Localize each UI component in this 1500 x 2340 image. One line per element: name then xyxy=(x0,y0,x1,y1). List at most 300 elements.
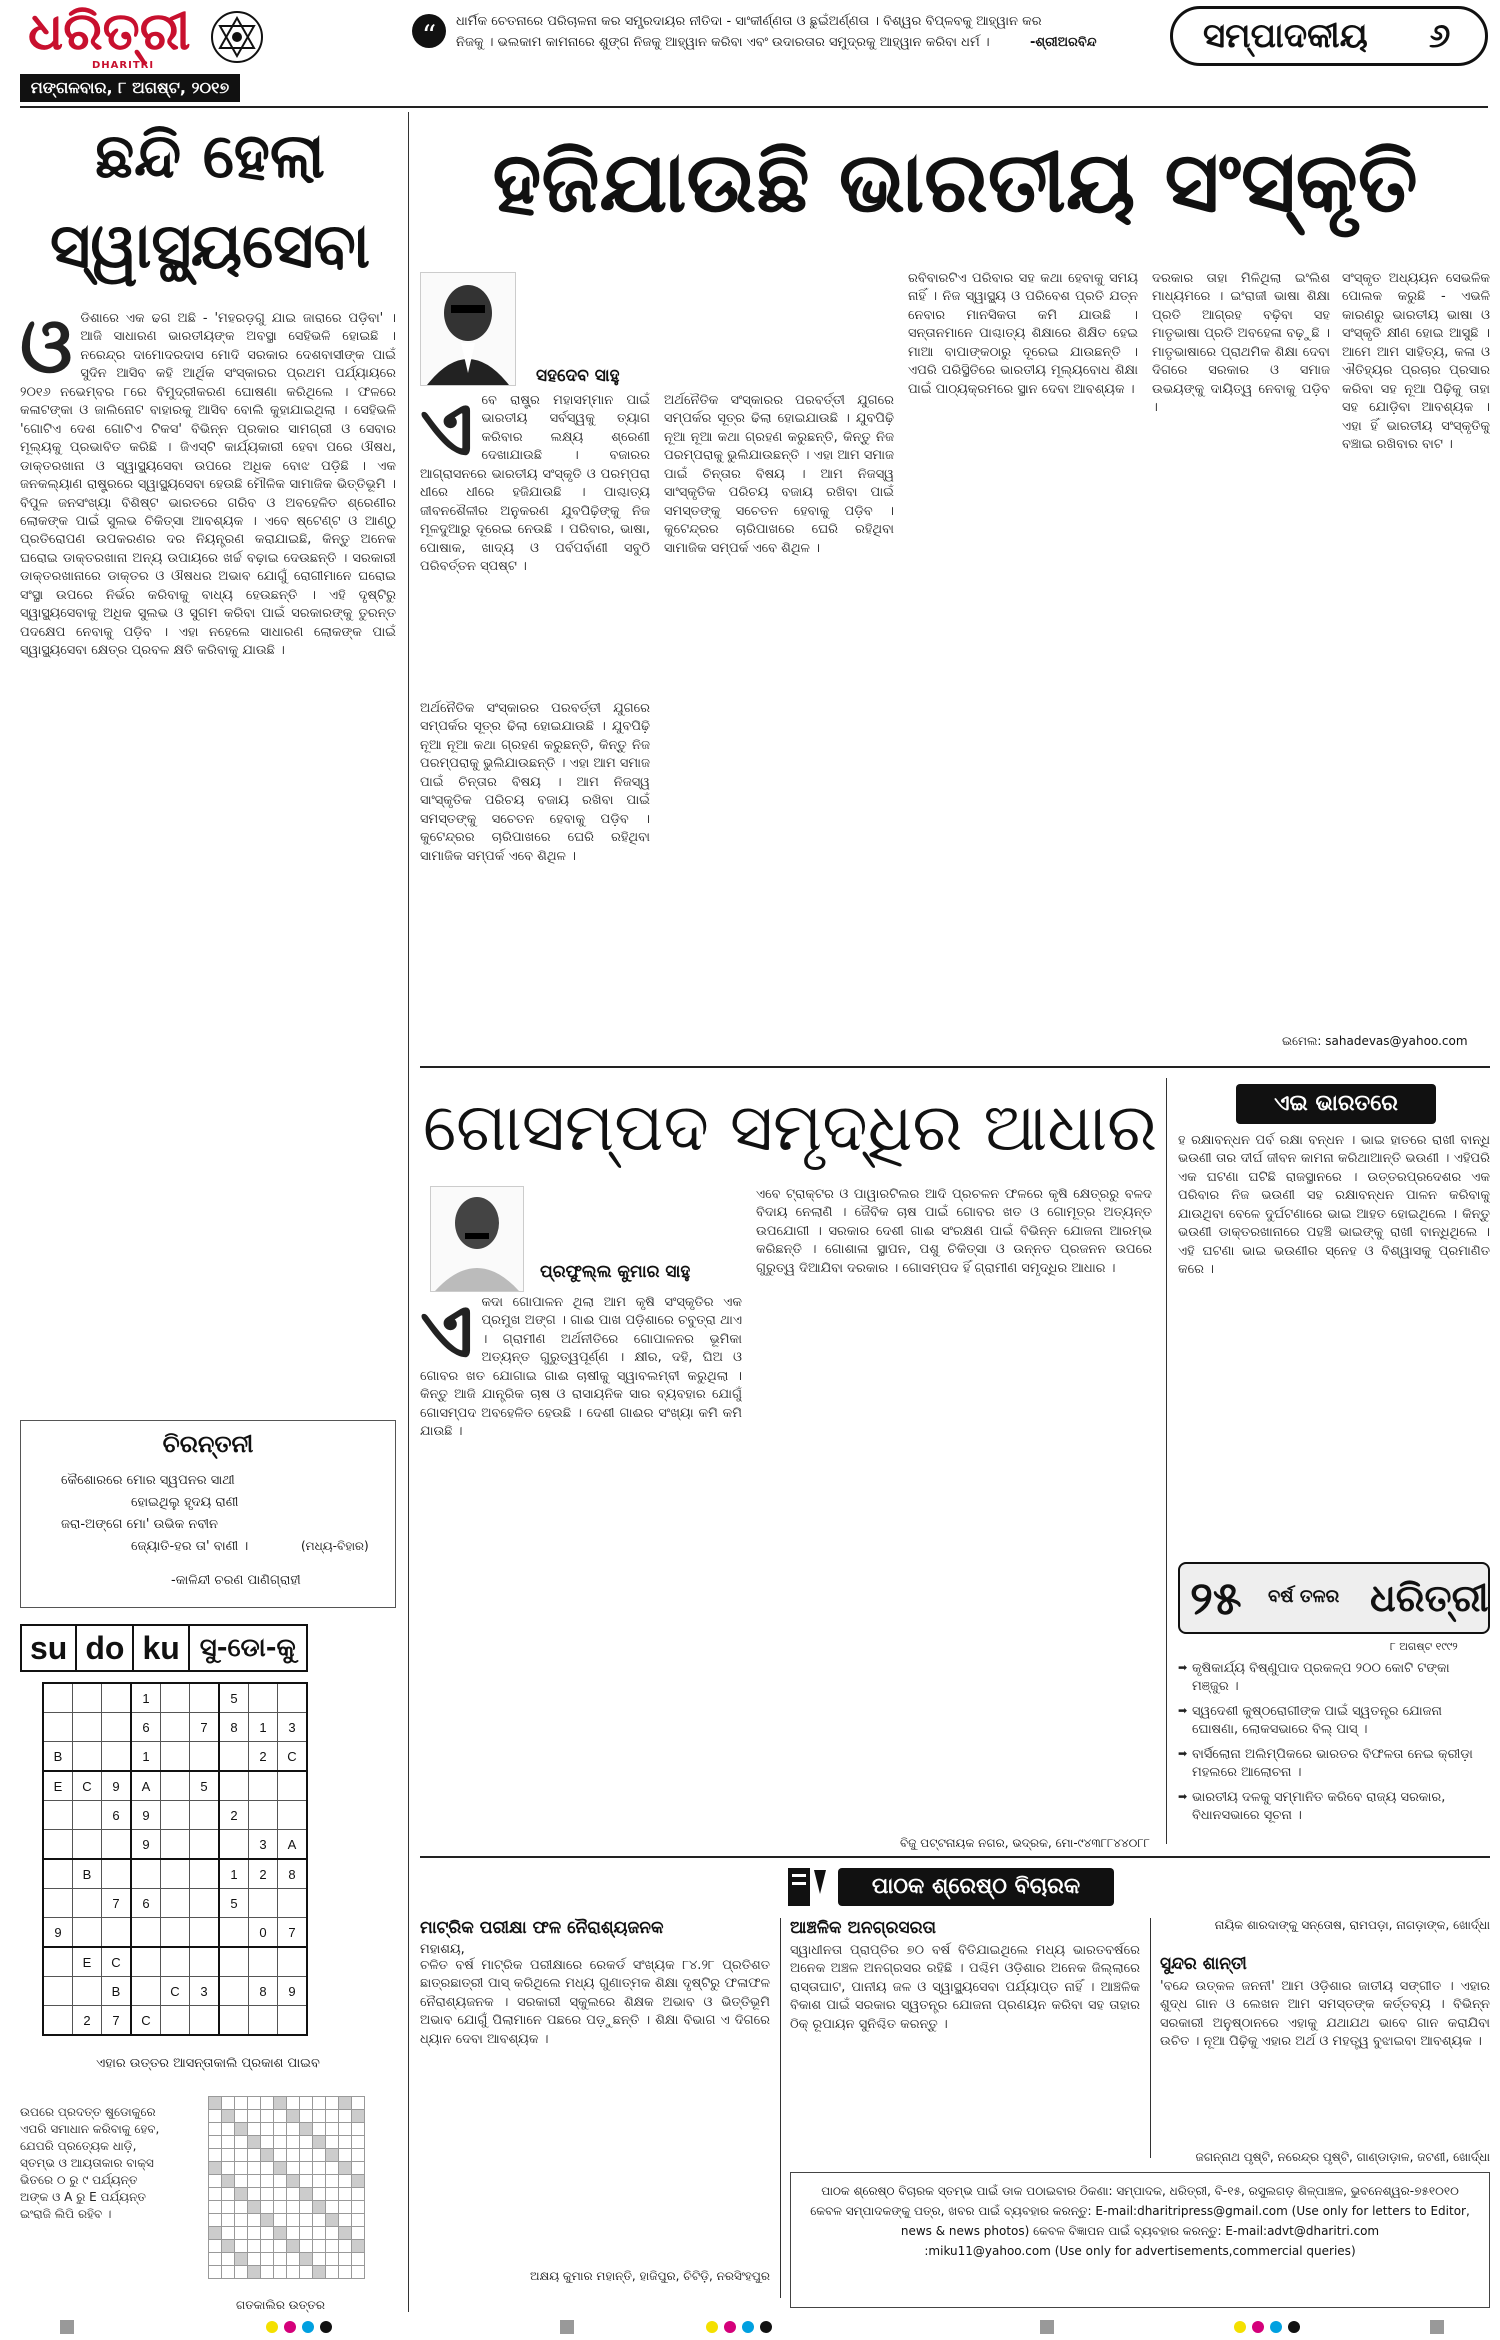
sudoku-row xyxy=(43,1742,307,1772)
answer-cell xyxy=(287,2110,300,2123)
answer-cell xyxy=(235,2162,248,2175)
answer-cell xyxy=(287,2266,300,2279)
answer-cell xyxy=(235,2188,248,2201)
sudoku-cell[interactable]: 1 xyxy=(219,1859,249,1889)
second-dropcap: ଏ xyxy=(420,1294,474,1374)
sudoku-cell[interactable] xyxy=(190,1742,220,1772)
sudoku-row xyxy=(43,1771,307,1801)
sudoku-cell[interactable] xyxy=(219,1918,249,1948)
sudoku-cell[interactable] xyxy=(190,1889,220,1918)
sudoku-cell[interactable]: 9 xyxy=(278,1977,308,2006)
pen-icon xyxy=(784,1864,830,1910)
sudoku-cell[interactable] xyxy=(161,1859,190,1889)
answer-cell xyxy=(300,2149,313,2162)
sudoku-cell[interactable] xyxy=(102,1859,132,1889)
sudoku-cell[interactable] xyxy=(102,1683,132,1713)
second-col-1-text: କଦା ଗୋପାଳନ ଥିଲା ଆମ କୃଷି ସଂସ୍କୃତିର ଏକ ପ୍ରମୁଖ ଅଙ୍ଗ । ଗାଈ ପାଖ ପଡ଼ିଶାରେ ଚବୁତ୍ରା ଥାଏ । ଗ୍ରାମୀଣ ଅର୍ଥନୀତିରେ ଗୋପାଳନର ଭୂମିକା ଅତ୍ୟନ୍ତ ଗୁରୁତ୍ୱପୂର୍ଣ୍ଣ । କ୍ଷୀର, ଦହି, ଘିଅ ଓ ଗୋବର ଖତ ଯୋଗାଇ ଗାଈ ଚାଷୀକୁ ସ୍ୱାବଲମ୍ବୀ କରୁଥିଲା । କିନ୍ତୁ ଆଜି ଯାନ୍ତ୍ରିକ ଚାଷ ଓ ରାସାୟନିକ ସାର ବ୍ୟବହାର ଯୋଗୁଁ ଗୋସମ୍ପଦ ଅବହେଳିତ ହେଉଛି । ଦେଶୀ ଗାଈର ସଂଖ୍ୟା କମି କମି ଯାଉଛି । xyxy=(420,1295,742,1440)
answer-cell xyxy=(300,2227,313,2240)
sudoku-cell[interactable] xyxy=(43,1859,73,1889)
answer-cell xyxy=(326,2188,339,2201)
answer-cell xyxy=(300,2253,313,2266)
sudoku-cell[interactable]: 2 xyxy=(219,1801,249,1830)
answer-cell xyxy=(326,2136,339,2149)
sudoku-cell[interactable] xyxy=(161,1918,190,1948)
answer-cell xyxy=(261,2162,274,2175)
answer-cell xyxy=(300,2214,313,2227)
chirantani-title: ଚିରନ୍ତନୀ xyxy=(162,1429,254,1458)
sudoku-cell[interactable]: 5 xyxy=(219,1889,249,1918)
sudoku-cell[interactable] xyxy=(102,1830,132,1860)
sudoku-cell[interactable]: C xyxy=(278,1742,308,1772)
answer-cell xyxy=(209,2123,222,2136)
sudoku-cell[interactable] xyxy=(43,1947,73,1977)
answer-cell xyxy=(274,2110,287,2123)
answer-cell xyxy=(222,2149,235,2162)
left-article-body xyxy=(20,310,396,1420)
sudoku-cell[interactable]: 6 xyxy=(131,1889,161,1918)
answer-cell xyxy=(339,2162,352,2175)
answer-cell xyxy=(313,2227,326,2240)
answer-cell xyxy=(339,2253,352,2266)
twenty-five-date: ୮ ଅଗଷ୍ଟ ୧୯୯୨ xyxy=(1390,1640,1458,1653)
section-title: ସମ୍ପାଦକୀୟ xyxy=(1203,16,1368,56)
sudoku-cell[interactable] xyxy=(249,1683,278,1713)
sudoku-cell[interactable] xyxy=(161,1830,190,1860)
answer-cell xyxy=(352,2253,365,2266)
sudoku-cell[interactable]: 2 xyxy=(249,1742,278,1772)
sudoku-cell[interactable] xyxy=(278,1947,308,1977)
answer-cell xyxy=(222,2227,235,2240)
sudoku-cell[interactable] xyxy=(161,1801,190,1830)
answer-cell xyxy=(222,2253,235,2266)
left-article-text: ଡିଶାରେ ଏକ ଢଗ ଅଛି - 'ମହରଡ଼ଗୁ ଯାଇ ଜାରାରେ ପଡ଼ିବା' । ଆଜି ସାଧାରଣ ଭାରତୀୟଙ୍କ ଅବସ୍ଥା ସେହିଭଳି ହୋଇଛି । ନରେନ୍ଦ୍ର ଦାମୋଦରଦାସ ମୋଦି ସରକାର ଦେଶବାସୀଙ୍କ ପାଇଁ ସୁଦିନ ଆସିବ କହି ଆର୍ଥିକ ସଂସ୍କାରର ପ୍ରଥମ ପର୍ଯ୍ୟାୟରେ ୨୦୧୬ ନଭେମ୍ବର ୮ରେ ବିମୁଦ୍ରୀକରଣ ଘୋଷଣା କରିଥିଲେ । ଫଳରେ କଳାଟଙ୍କା ଓ ଜାଲିନୋଟ ବାହାରକୁ ଆସିବ ବୋଲି କୁହାଯାଇଥିଲା । ସେହିଭଳି 'ଗୋଟିଏ ଦେଶ ଗୋଟିଏ ଟିକସ' ବିଭିନ୍ନ ପ୍ରକାର ସାମଗ୍ରୀ ଓ ସେବାର ମୂଲ୍ୟକୁ ପ୍ରଭାବିତ କରିଛି । ଜିଏସ୍ଟି କାର୍ଯ୍ୟକାରୀ ହେବା ପରେ ଔଷଧ, ଡାକ୍ତରଖାନା ଓ ସ୍ୱାସ୍ଥ୍ୟସେବା ଉପରେ ଅଧିକ ବୋଝ ପଡ଼ିଛି । ଏକ ଜନକଲ୍ୟାଣ ରାଷ୍ଟ୍ରରେ ସ୍ୱାସ୍ଥ୍ୟସେବା ହେଉଛି ମୌଳିକ ସାମାଜିକ ଭିତ୍ତିଭୂମି । ବିପୁଳ ଜନସଂଖ୍ୟା ବିଶିଷ୍ଟ ଭାରତରେ ଗରିବ ଓ ଅବହେଳିତ ଶ୍ରେଣୀର ଲୋକଙ୍କ ପାଇଁ ସୁଲଭ ଚିକିତ୍ସା ଆବଶ୍ୟକ । ଏବେ ଷ୍ଟେଣ୍ଟ ଓ ଆଣ୍ଠୁ ପ୍ରତିରୋପଣ ଉପକରଣର ଦର ନିୟନ୍ତ୍ରଣ କରାଯାଇଛି, କିନ୍ତୁ ଅନେକ ଘରୋଇ ଡାକ୍ତରଖାନା ଅନ୍ୟ ଉପାୟରେ ଖର୍ଚ୍ଚ ବଢ଼ାଇ ଦେଉଛନ୍ତି । ସରକାରୀ ଡାକ୍ତରଖାନାରେ ଡାକ୍ତର ଓ ଔଷଧର ଅଭାବ ଯୋଗୁଁ ରୋଗୀମାନେ ଘରୋଇ ସଂସ୍ଥା ଉପରେ ନିର୍ଭର କରିବାକୁ ବାଧ୍ୟ ହେଉଛନ୍ତି । ଏହି ଦୃଷ୍ଟିରୁ ସ୍ୱାସ୍ଥ୍ୟସେବାକୁ ଅଧିକ ସୁଲଭ ଓ ସୁଗମ କରିବା ପାଇଁ ସରକାରଙ୍କୁ ତୁରନ୍ତ ପଦକ୍ଷେପ ନେବାକୁ ପଡ଼ିବ । ଏହା ନହେଲେ ସାଧାରଣ ଲୋକଙ୍କ ପାଇଁ ସ୍ୱାସ୍ଥ୍ୟସେବା କ୍ଷେତ୍ର ପ୍ରବଳ କ୍ଷତି କରିବାକୁ ଯାଉଛି । xyxy=(20,311,396,659)
sudoku-row xyxy=(43,1830,307,1860)
sudoku-cell[interactable]: 8 xyxy=(249,1977,278,2006)
logo-emblem-icon xyxy=(210,10,264,64)
letter-2-body: ସ୍ୱାଧୀନତା ପ୍ରାପ୍ତିର ୭୦ ବର୍ଷ ବିତିଯାଇଥିଲେ ମଧ୍ୟ ଭାରତବର୍ଷରେ ଅନେକ ଅଞ୍ଚଳ ଅନଗ୍ରସର ରହିଛି । ପଶ୍ଚିମ ଓଡ଼ିଶାର ଅନେକ ଜିଲ୍ଲାରେ ରାସ୍ତାଘାଟ, ପାନୀୟ ଜଳ ଓ ସ୍ୱାସ୍ଥ୍ୟସେବା ପର୍ଯ୍ୟାପ୍ତ ନାହିଁ । ଆଞ୍ଚଳିକ ବିକାଶ ପାଇଁ ସରକାର ସ୍ୱତନ୍ତ୍ର ଯୋଜନା ପ୍ରଣୟନ କରିବା ସହ ତାହାର ଠିକ୍ ରୂପାୟନ ସୁନିଶ୍ଚିତ କରନ୍ତୁ । xyxy=(790,1943,1140,2032)
twenty-five-item-3: ➡ ବାର୍ସିଲୋନା ଅଲିମ୍ପିକରେ ଭାରତର ବିଫଳତା ନେଇ କ୍ରୀଡ଼ା ମହଲରେ ଆଲୋଚନା । xyxy=(1178,1746,1490,1783)
sudoku-cell[interactable]: 9 xyxy=(131,1801,161,1830)
answer-cell xyxy=(248,2162,261,2175)
sudoku-cell[interactable]: 6 xyxy=(131,1713,161,1742)
answer-row xyxy=(209,2188,365,2201)
sudoku-cell[interactable]: 8 xyxy=(219,1713,249,1742)
letter-1-body: ଚଳିତ ବର୍ଷ ମାଟ୍ରିକ ପରୀକ୍ଷାରେ ରେକର୍ଡ ସଂଖ୍ୟକ ୮୪.୨୮ ପ୍ରତିଶତ ଛାତ୍ରଛାତ୍ରୀ ପାସ୍ କରିଥିଲେ ମଧ୍ୟ ଗୁଣାତ୍ମକ ଶିକ୍ଷା ଦୃଷ୍ଟିରୁ ଫଳାଫଳ ନୈରାଶ୍ୟଜନକ । ସରକାରୀ ସ୍କୁଲରେ ଶିକ୍ଷକ ଅଭାବ ଓ ଭିତ୍ତିଭୂମି ଅଭାବ ଯୋଗୁଁ ପିଲାମାନେ ପଛରେ ପଡ଼ୁଛନ୍ତି । ଶିକ୍ଷା ବିଭାଗ ଏ ଦିଗରେ ଧ୍ୟାନ ଦେବା ଆବଶ୍ୟକ । xyxy=(420,1958,770,2047)
answer-cell xyxy=(274,2149,287,2162)
sudoku-cell[interactable] xyxy=(278,2006,308,2036)
sudoku-cell[interactable]: 1 xyxy=(131,1742,161,1772)
sudoku-cell[interactable]: B xyxy=(43,1742,73,1772)
answer-cell xyxy=(352,2149,365,2162)
sudoku-cell[interactable]: B xyxy=(102,1977,132,2006)
answer-cell xyxy=(222,2097,235,2110)
answer-cell xyxy=(339,2149,352,2162)
sudoku-cell[interactable] xyxy=(161,1683,190,1713)
sudoku-cell[interactable] xyxy=(131,1918,161,1948)
pathaka-top-rule xyxy=(420,1856,1490,1858)
answer-cell xyxy=(352,2110,365,2123)
answer-cell xyxy=(209,2266,222,2279)
ei-bharatare-title: ଏଇ ଭାରତରେ xyxy=(1236,1084,1436,1124)
sudoku-cell[interactable]: E xyxy=(43,1771,73,1801)
sudoku-title-su: su xyxy=(22,1626,77,1670)
sudoku-cell[interactable]: 3 xyxy=(190,1977,220,2006)
sudoku-cell[interactable]: E xyxy=(73,1947,102,1977)
main-article-email[interactable]: ଇମେଲ: sahadevas@yahoo.com xyxy=(1282,1034,1468,1048)
sudoku-cell[interactable] xyxy=(43,1889,73,1918)
sudoku-cell[interactable] xyxy=(161,1771,190,1801)
answer-cell xyxy=(313,2097,326,2110)
pathaka-footer-2[interactable]: କେବଳ ସମ୍ପାଦକଙ୍କୁ ପତ୍ର, ଖବର ପାଇଁ ବ୍ୟବହାର କରନ୍ତୁ: E-mail:dharitripress@gmail.com (Use only for letters to Editor, xyxy=(810,2204,1470,2218)
sudoku-cell[interactable]: 2 xyxy=(73,2006,102,2036)
answer-row xyxy=(209,2253,365,2266)
section-title-box xyxy=(1170,6,1488,66)
answer-cell xyxy=(339,2266,352,2279)
chirantani-box xyxy=(20,1420,396,1608)
answer-cell xyxy=(326,2149,339,2162)
sudoku-cell[interactable] xyxy=(249,2006,278,2036)
quote-line-2: ନିଜକୁ । ଭଲକାମ କାମନାରେ ଶୁଙ୍ଗ ନିଜକୁ ଆହ୍ୱାନ କରିବା ଏବଂ ଉଦାରତାର ସମୁଦ୍ରକୁ ଆହ୍ୱାନ କରିବା ଧର୍ମ । xyxy=(456,35,990,50)
answer-cell xyxy=(326,2266,339,2279)
sudoku-cell[interactable] xyxy=(73,1683,102,1713)
answer-cell xyxy=(326,2214,339,2227)
sudoku-cell[interactable]: C xyxy=(161,1977,190,2006)
answer-row xyxy=(209,2240,365,2253)
answer-cell xyxy=(261,2123,274,2136)
sudoku-cell[interactable] xyxy=(43,1713,73,1742)
answer-cell xyxy=(274,2201,287,2214)
answer-cell xyxy=(274,2123,287,2136)
answer-cell xyxy=(274,2162,287,2175)
answer-cell xyxy=(248,2201,261,2214)
logo-text: ଧରିତ୍ରୀ xyxy=(28,1,191,62)
answer-row xyxy=(209,2227,365,2240)
sudoku-cell[interactable] xyxy=(102,1918,132,1948)
sudoku-cell[interactable] xyxy=(43,1801,73,1830)
sudoku-note: ଏହାର ଉତ୍ତର ଆସନ୍ତାକାଲି ପ୍ରକାଶ ପାଇବ xyxy=(96,2056,320,2071)
sudoku-cell[interactable] xyxy=(190,2006,220,2036)
sudoku-cell[interactable] xyxy=(249,1947,278,1977)
sudoku-cell[interactable] xyxy=(190,1947,220,1977)
answer-cell xyxy=(222,2266,235,2279)
answer-cell xyxy=(352,2240,365,2253)
sudoku-cell[interactable] xyxy=(190,1801,220,1830)
pathaka-footer-3[interactable]: news & news photos) କେବଳ ବିଜ୍ଞାପନ ପାଇଁ ବ୍ୟବହାର କରନ୍ତୁ: E-mail:advt@dharitri.com xyxy=(900,2224,1380,2238)
answer-cell xyxy=(287,2136,300,2149)
sudoku-cell[interactable] xyxy=(43,2006,73,2036)
sudoku-cell[interactable]: 0 xyxy=(249,1918,278,1948)
sudoku-cell[interactable] xyxy=(161,1742,190,1772)
answer-cell xyxy=(248,2188,261,2201)
letter-1-title: ମାଟ୍ରିକ ପରୀକ୍ଷା ଫଳ ନୈରାଶ୍ୟଜନକ xyxy=(420,1918,664,1938)
letters-rule-2 xyxy=(1150,1918,1151,2158)
answer-cell xyxy=(274,2097,287,2110)
answer-cell xyxy=(352,2188,365,2201)
sudoku-cell[interactable] xyxy=(219,1742,249,1772)
sudoku-cell[interactable] xyxy=(73,1713,102,1742)
answer-cell xyxy=(209,2240,222,2253)
sudoku-cell[interactable] xyxy=(131,1947,161,1977)
answer-cell xyxy=(287,2227,300,2240)
answer-cell xyxy=(274,2136,287,2149)
answer-cell xyxy=(339,2201,352,2214)
sudoku-cell[interactable] xyxy=(219,2006,249,2036)
quote-mark-icon: “ xyxy=(412,14,446,48)
letter-3 xyxy=(1160,1954,1490,2165)
sudoku-cell[interactable] xyxy=(219,1830,249,1860)
sudoku-cell[interactable] xyxy=(161,1947,190,1977)
answer-cell xyxy=(235,2240,248,2253)
answer-cell xyxy=(287,2097,300,2110)
answer-cell xyxy=(248,2149,261,2162)
second-headline: ଗୋସମ୍ପଦ ସମୃଦ୍ଧିର ଆଧାର xyxy=(422,1089,1158,1166)
quote-author: -ଶ୍ରୀଅରବିନ୍ଦ xyxy=(1030,35,1097,50)
answer-cell xyxy=(261,2253,274,2266)
answer-cell xyxy=(339,2188,352,2201)
chirantani-line-2: ହୋଇଥିଲୁ ହୃଦୟ ରାଣୀ xyxy=(131,1495,239,1510)
sudoku-cell[interactable]: 9 xyxy=(102,1771,132,1801)
sudoku-cell[interactable]: 3 xyxy=(249,1830,278,1860)
answer-cell xyxy=(248,2253,261,2266)
sudoku-cell[interactable] xyxy=(249,1771,278,1801)
answer-cell xyxy=(339,2123,352,2136)
twenty-five-item-2: ➡ ସ୍ୱଦେଶୀ କୁଷ୍ଠରୋଗୀଙ୍କ ପାଇଁ ସ୍ୱତନ୍ତ୍ର ଯୋଜନା ଘୋଷଣା, ଲୋକସଭାରେ ବିଲ୍ ପାସ୍ । xyxy=(1178,1703,1490,1740)
letter-2-title: ଆଞ୍ଚଳିକ ଅନଗ୍ରସରତା xyxy=(790,1918,937,1938)
sudoku-cell[interactable]: 3 xyxy=(278,1713,308,1742)
sudoku-cell[interactable] xyxy=(219,1947,249,1977)
pathaka-header xyxy=(784,1864,1124,1910)
answer-cell xyxy=(352,2227,365,2240)
answer-cell xyxy=(274,2266,287,2279)
sudoku-cell[interactable] xyxy=(161,1889,190,1918)
author-name-1: ସହଦେବ ସାହୁ xyxy=(536,366,620,386)
answer-row xyxy=(209,2201,365,2214)
sudoku-title-do: do xyxy=(77,1626,134,1670)
answer-cell xyxy=(287,2162,300,2175)
sudoku-cell[interactable] xyxy=(161,2006,190,2036)
sudoku-cell[interactable]: 5 xyxy=(190,1771,220,1801)
sudoku-cell[interactable]: 5 xyxy=(219,1683,249,1713)
sudoku-cell[interactable]: 1 xyxy=(249,1713,278,1742)
answer-cell xyxy=(287,2201,300,2214)
author-photo-1 xyxy=(420,272,516,386)
answer-cell xyxy=(248,2240,261,2253)
answer-cell xyxy=(313,2110,326,2123)
sudoku-cell[interactable]: 6 xyxy=(102,1801,132,1830)
sudoku-cell[interactable] xyxy=(43,1830,73,1860)
main-col-1-text: ବେ ରାଷ୍ଟ୍ର ମହାସମ୍ମାନ ପାଇଁ ଭାରତୀୟ ସର୍ବସ୍ୱକୁ ତ୍ୟାଗ କରିବାର ଲକ୍ଷ୍ୟ ଶ୍ରେଣୀ ଦେଖାଯାଉଛି । ବଜାରର ଆଗ୍ରାସନରେ ଭାରତୀୟ ସଂସ୍କୃତି ଓ ପରମ୍ପରା ଧୀରେ ଧୀରେ ହଜିଯାଉଛି । ପାଶ୍ଚାତ୍ୟ ଜୀବନଶୈଳୀର ଅନୁକରଣ ଯୁବପିଢ଼ିଙ୍କୁ ନିଜ ମୂଳଦୁଆରୁ ଦୂରେଇ ନେଉଛି । ପରିବାର, ଭାଷା, ପୋଷାକ, ଖାଦ୍ୟ ଓ ପର୍ବପର୍ବାଣୀ ସବୁଠି ପରିବର୍ତ୍ତନ ସ୍ପଷ୍ଟ । xyxy=(420,393,650,575)
twenty-five-logo: ଧରିତ୍ରୀ xyxy=(1370,1575,1489,1620)
main-headline: ହଜିଯାଉଛି ଭାରତୀୟ ସଂସ୍କୃତି xyxy=(492,132,1418,231)
date-line: ମଙ୍ଗଳବାର, ୮ ଅଗଷ୍ଟ, ୨୦୧୭ xyxy=(20,74,240,102)
answer-cell xyxy=(326,2097,339,2110)
sudoku-cell[interactable]: B xyxy=(73,1859,102,1889)
answer-cell xyxy=(235,2123,248,2136)
sudoku-cell[interactable] xyxy=(190,1830,220,1860)
answer-cell xyxy=(261,2149,274,2162)
letter-3-body: 'ବନ୍ଦେ ଉତ୍କଳ ଜନନୀ' ଆମ ଓଡ଼ିଶାର ଜାତୀୟ ସଙ୍ଗୀତ । ଏହାର ଶୁଦ୍ଧ ଗାନ ଓ ଲେଖନ ଆମ ସମସ୍ତଙ୍କ କର୍ତ୍ତବ୍ୟ । ବିଭିନ୍ନ ସରକାରୀ ଅନୁଷ୍ଠାନରେ ଏହାକୁ ଯଥାଯଥ ଭାବେ ଗାନ କରାଯିବା ଉଚିତ । ନୂଆ ପିଢ଼ିକୁ ଏହାର ଅର୍ଥ ଓ ମହତ୍ତ୍ୱ ବୁଝାଇବା ଆବଶ୍ୟକ । xyxy=(1160,1979,1490,2050)
answer-cell xyxy=(274,2175,287,2188)
sudoku-row xyxy=(43,1977,307,2006)
sudoku-row xyxy=(43,1801,307,1830)
sudoku-cell[interactable] xyxy=(43,1683,73,1713)
sudoku-cell[interactable] xyxy=(161,1713,190,1742)
answer-cell xyxy=(248,2266,261,2279)
answer-cell xyxy=(339,2214,352,2227)
twenty-five-number: ୨୫ xyxy=(1190,1571,1242,1625)
answer-cell xyxy=(313,2201,326,2214)
answer-cell xyxy=(261,2136,274,2149)
sudoku-cell[interactable] xyxy=(219,1977,249,2006)
answer-row xyxy=(209,2214,365,2227)
answer-cell xyxy=(222,2214,235,2227)
sudoku-cell[interactable]: 7 xyxy=(278,1918,308,1948)
sudoku-cell[interactable] xyxy=(190,1859,220,1889)
answer-cell xyxy=(248,2097,261,2110)
sudoku-cell[interactable] xyxy=(278,1683,308,1713)
main-dropcap: ଏ xyxy=(420,392,474,472)
chirantani-poet: -କାଳିନ୍ଦୀ ଚରଣ ପାଣିଗ୍ରାହୀ xyxy=(171,1573,301,1588)
answer-cell xyxy=(326,2253,339,2266)
answer-cell xyxy=(261,2214,274,2227)
answer-cell xyxy=(274,2227,287,2240)
main-article-col-5: ସଂସ୍କୃତ ଅଧ୍ୟୟନ ସେଭଳିକ ପୋଲକ କରୁଛି - ଏଭଳି କାରଣରୁ ଭାରତୀୟ ଭାଷା ଓ ସଂସ୍କୃତି କ୍ଷୀଣ ହୋଇ ଆସୁଛି । ଆମେ ଆମ ସାହିତ୍ୟ, କଳା ଓ ଐତିହ୍ୟର ପ୍ରଚାର ପ୍ରସାର କରିବା ସହ ନୂଆ ପିଢ଼ିକୁ ତାହା ସହ ଯୋଡ଼ିବା ଆବଶ୍ୟକ । ଏହା ହିଁ ଭାରତୀୟ ସଂସ୍କୃତିକୁ ବଞ୍ଚାଇ ରଖିବାର ବାଟ । xyxy=(1342,271,1490,453)
answer-cell xyxy=(352,2123,365,2136)
answer-cell xyxy=(326,2227,339,2240)
sudoku-cell[interactable] xyxy=(278,1801,308,1830)
answer-cell xyxy=(326,2110,339,2123)
twenty-five-years-banner xyxy=(1178,1562,1490,1634)
answer-cell xyxy=(235,2110,248,2123)
sudoku-title-odia: ସୁ-ଡୋ-କୁ xyxy=(199,1633,296,1663)
answer-cell xyxy=(209,2097,222,2110)
twenty-five-label: ବର୍ଷ ତଳର xyxy=(1268,1586,1340,1607)
sudoku-cell[interactable] xyxy=(73,1742,102,1772)
sudoku-cell[interactable] xyxy=(131,1859,161,1889)
answer-cell xyxy=(313,2253,326,2266)
sudoku-cell[interactable]: 7 xyxy=(102,1889,132,1918)
masthead xyxy=(0,0,1500,108)
answer-cell xyxy=(261,2227,274,2240)
sudoku-cell[interactable]: A xyxy=(131,1771,161,1801)
chirantani-line-3: ଜରା-ଅଙ୍ଗେ ମୋ' ଉଭିକ ନବୀନ xyxy=(61,1517,218,1532)
main-article-col-1b: ଅର୍ଥନୈତିକ ସଂସ୍କାରର ପରବର୍ତ୍ତୀ ଯୁଗରେ ସମ୍ପର୍କର ସୂତ୍ର ଢିଲା ହୋଇଯାଉଛି । ଯୁବପିଢ଼ି ନୂଆ ନୂଆ କଥା ଗ୍ରହଣ କରୁଛନ୍ତି, କିନ୍ତୁ ନିଜ ପରମ୍ପରାକୁ ଭୁଲିଯାଉଛନ୍ତି । ଏହା ଆମ ସମାଜ ପାଇଁ ଚିନ୍ତାର ବିଷୟ । ଆମ ନିଜସ୍ୱ ସାଂସ୍କୃତିକ ପରିଚୟ ବଜାୟ ରଖିବା ପାଇଁ ସମସ୍ତଙ୍କୁ ସଚେତନ ହେବାକୁ ପଡ଼ିବ । କୁଟେନ୍ଦ୍ରର ଚାରିପାଖରେ ଘେରି ରହିଥିବା ସାମାଜିକ ସମ୍ପର୍କ ଏବେ ଶିଥିଳ । xyxy=(420,701,650,864)
answer-cell xyxy=(261,2266,274,2279)
sudoku-grid[interactable] xyxy=(42,1682,308,2036)
page-number: ୬ xyxy=(1429,16,1451,56)
pathaka-title: ପାଠକ ଶ୍ରେଷ୍ଠ ବିଚାରକ xyxy=(838,1868,1114,1906)
answer-cell xyxy=(313,2162,326,2175)
answer-cell xyxy=(352,2266,365,2279)
answer-cell xyxy=(235,2149,248,2162)
sudoku-cell[interactable] xyxy=(190,1918,220,1948)
sudoku-row xyxy=(43,1683,307,1713)
answer-cell xyxy=(300,2188,313,2201)
sudoku-cell[interactable] xyxy=(249,1801,278,1830)
answer-cell xyxy=(209,2149,222,2162)
answer-cell xyxy=(261,2097,274,2110)
answer-cell xyxy=(209,2201,222,2214)
answer-cell xyxy=(300,2266,313,2279)
answer-cell xyxy=(326,2201,339,2214)
sudoku-cell[interactable] xyxy=(249,1889,278,1918)
sudoku-cell[interactable]: C xyxy=(131,2006,161,2036)
answer-row xyxy=(209,2266,365,2279)
sudoku-cell[interactable]: 9 xyxy=(43,1918,73,1948)
sudoku-cell[interactable] xyxy=(73,1830,102,1860)
main-article-col-2: ଅର୍ଥନୈତିକ ସଂସ୍କାରର ପରବର୍ତ୍ତୀ ଯୁଗରେ ସମ୍ପର୍କର ସୂତ୍ର ଢିଲା ହୋଇଯାଉଛି । ଯୁବପିଢ଼ି ନୂଆ ନୂଆ କଥା ଗ୍ରହଣ କରୁଛନ୍ତି, କିନ୍ତୁ ନିଜ ପରମ୍ପରାକୁ ଭୁଲିଯାଉଛନ୍ତି । ଏହା ଆମ ସମାଜ ପାଇଁ ଚିନ୍ତାର ବିଷୟ । ଆମ ନିଜସ୍ୱ ସାଂସ୍କୃତିକ ପରିଚୟ ବଜାୟ ରଖିବା ପାଇଁ ସମସ୍ତଙ୍କୁ ସଚେତନ ହେବାକୁ ପଡ଼ିବ । କୁଟେନ୍ଦ୍ରର ଚାରିପାଖରେ ଘେରି ରହିଥିବା ସାମାଜିକ ସମ୍ପର୍କ ଏବେ ଶିଥିଳ । xyxy=(664,393,894,556)
sudoku-cell[interactable] xyxy=(102,1742,132,1772)
sudoku-cell[interactable]: 2 xyxy=(249,1859,278,1889)
sudoku-cell[interactable] xyxy=(102,1713,132,1742)
sudoku-cell[interactable]: 9 xyxy=(131,1830,161,1860)
letter-3-sender: ଜଗନ୍ନାଥ ପୃଷ୍ଟି, ନରେନ୍ଦ୍ର ପୃଷ୍ଟି, ଗାଣ୍ଡାଡ଼ାଳ, ଜଟଣୀ, ଖୋର୍ଦ୍ଧା xyxy=(1195,2150,1490,2164)
sudoku-cell[interactable] xyxy=(131,1977,161,2006)
sudoku-cell[interactable]: 7 xyxy=(190,1713,220,1742)
answer-cell xyxy=(209,2214,222,2227)
author-name-2: ପ୍ରଫୁଲ୍ଲ କୁମାର ସାହୁ xyxy=(540,1262,691,1282)
answer-cell xyxy=(287,2149,300,2162)
left-headline-1: ଛନ୍ଦି ହେଲା xyxy=(95,119,325,192)
sudoku-cell[interactable] xyxy=(73,1977,102,2006)
sudoku-cell[interactable]: 8 xyxy=(278,1859,308,1889)
answer-cell xyxy=(222,2201,235,2214)
answer-cell xyxy=(248,2214,261,2227)
sudoku-cell[interactable]: C xyxy=(102,1947,132,1977)
sudoku-cell[interactable] xyxy=(43,1977,73,2006)
main-article-col-3: ରବିବାରଟିଏ ପରିବାର ସହ କଥା ହେବାକୁ ସମୟ ନାହିଁ । ନିଜ ସ୍ୱାସ୍ଥ୍ୟ ଓ ପରିବେଶ ପ୍ରତି ଯତ୍ନ ନେବାର ମାନସିକତା କମି ଯାଉଛି । ସନ୍ତାନମାନେ ପାଶ୍ଚାତ୍ୟ ଶିକ୍ଷାରେ ଶିକ୍ଷିତ ହେଇ ମାଆ ବାପାଙ୍କଠାରୁ ଦୂରେଇ ଯାଉଛନ୍ତି । ଏପରି ପରିସ୍ଥିତିରେ ଭାରତୀୟ ମୂଲ୍ୟବୋଧ ଶିକ୍ଷା ପାଇଁ ପାଠ୍ୟକ୍ରମରେ ସ୍ଥାନ ଦେବା ଆବଶ୍ୟକ । xyxy=(908,271,1138,397)
sudoku-cell[interactable] xyxy=(73,1918,102,1948)
sudoku-cell[interactable]: A xyxy=(278,1830,308,1860)
answer-cell xyxy=(274,2188,287,2201)
sudoku-cell[interactable] xyxy=(190,1683,220,1713)
answer-cell xyxy=(209,2188,222,2201)
right-box-rule xyxy=(1166,1078,1167,1844)
answer-cell xyxy=(261,2175,274,2188)
sudoku-row xyxy=(43,1889,307,1918)
answer-row xyxy=(209,2136,365,2149)
pathaka-footer-4[interactable]: :miku11@yahoo.com (Use only for advertisements,commercial queries) xyxy=(924,2244,1356,2258)
answer-cell xyxy=(261,2201,274,2214)
answer-cell xyxy=(209,2110,222,2123)
sudoku-cell[interactable] xyxy=(278,1771,308,1801)
second-article-col-2: ଏବେ ଟ୍ରାକ୍ଟର ଓ ପାୱାରଟିଲର ଆଦି ପ୍ରଚଳନ ଫଳରେ କୃଷି କ୍ଷେତ୍ରରୁ ବଳଦ ବିଦାୟ ନେଲାଣି । ଜୈବିକ ଚାଷ ପାଇଁ ଗୋବର ଖତ ଓ ଗୋମୂତ୍ର ଅତ୍ୟନ୍ତ ଉପଯୋଗୀ । ସରକାର ଦେଶୀ ଗାଈ ସଂରକ୍ଷଣ ପାଇଁ ବିଭିନ୍ନ ଯୋଜନା ଆରମ୍ଭ କରିଛନ୍ତି । ଗୋଶାଳା ସ୍ଥାପନ, ପଶୁ ଚିକିତ୍ସା ଓ ଉନ୍ନତ ପ୍ରଜନନ ଉପରେ ଗୁରୁତ୍ୱ ଦିଆଯିବା ଦରକାର । ଗୋସମ୍ପଦ ହିଁ ଗ୍ରାମୀଣ ସମୃଦ୍ଧିର ଆଧାର । xyxy=(756,1187,1152,1276)
pathaka-footer-1: ପାଠକ ଶ୍ରେଷ୍ଠ ବିଚାରକ ସ୍ତମ୍ଭ ପାଇଁ ଡାକ ପଠାଇବାର ଠିକଣା: ସମ୍ପାଦକ, ଧରିତ୍ରୀ, ବି-୧୫, ରସୁଲଗଡ଼ ଶିଳ୍ପାଞ୍ଚଳ, ଭୁବନେଶ୍ୱର-୭୫୧୦୧୦ xyxy=(821,2184,1459,2198)
answer-row xyxy=(209,2149,365,2162)
sudoku-cell[interactable]: 1 xyxy=(131,1683,161,1713)
sudoku-cell[interactable]: C xyxy=(73,1771,102,1801)
answer-cell xyxy=(352,2201,365,2214)
masthead-rule xyxy=(20,106,1488,108)
sudoku-cell[interactable] xyxy=(73,1889,102,1918)
answer-cell xyxy=(287,2253,300,2266)
answer-cell xyxy=(313,2149,326,2162)
answer-cell xyxy=(300,2175,313,2188)
letter-2-sender: ନାୟିକ ଶାରଦାଙ୍କୁ ସନ୍ତୋଷ, ରାମପଡ଼ା, ନାଗଡ଼ାଙ୍କ, ଖୋର୍ଦ୍ଧା xyxy=(1214,1918,1490,1932)
letter-1-salutation: ମହାଶୟ, xyxy=(420,1942,465,1957)
chirantani-line-1: କୈଶୋରରେ ମୋର ସ୍ୱପନର ସାଥୀ xyxy=(61,1473,235,1488)
sudoku-cell[interactable] xyxy=(219,1771,249,1801)
sudoku-cell[interactable]: 7 xyxy=(102,2006,132,2036)
left-column-rule xyxy=(408,112,409,2312)
sudoku-cell[interactable] xyxy=(73,1801,102,1830)
ei-bharatare-body: ହ ରକ୍ଷାବନ୍ଧନ ପର୍ବ ରକ୍ଷା ବନ୍ଧନ । ଭାଇ ହାତରେ ରାଖୀ ବାନ୍ଧି ଭଉଣୀ ତାର ଦୀର୍ଘ ଜୀବନ କାମନା କରିଥାଆନ୍ତି ଭଉଣୀ । ଏହିପରି ଏକ ଘଟଣା ଘଟିଛି ରାଜସ୍ଥାନରେ । ଉତ୍ତରପ୍ରଦେଶର ଏକ ପରିବାର ନିଜ ଭଉଣୀ ସହ ରକ୍ଷାବନ୍ଧନ ପାଳନ କରିବାକୁ ଯାଉଥିବା ବେଳେ ଦୁର୍ଘଟଣାରେ ଭାଇ ଆହତ ହୋଇଥିଲେ । କିନ୍ତୁ ଭଉଣୀ ଡାକ୍ତରଖାନାରେ ପହଞ୍ଚି ଭାଇଙ୍କୁ ରାଖୀ ବାନ୍ଧିଥିଲେ । ଏହି ଘଟଣା ଭାଇ ଭଉଣୀର ସ୍ନେହ ଓ ବିଶ୍ୱାସକୁ ପ୍ରମାଣିତ କରେ । xyxy=(1178,1133,1490,1278)
sudoku-row xyxy=(43,1947,307,1977)
second-article-address: ବିଜୁ ପଟ୍ଟନାୟକ ନଗର, ଭଦ୍ରକ, ମୋ-୯୪୩୮୮୪୪୦୮୮ xyxy=(900,1836,1150,1850)
answer-cell xyxy=(222,2110,235,2123)
answer-cell xyxy=(326,2175,339,2188)
sudoku-cell[interactable] xyxy=(278,1889,308,1918)
